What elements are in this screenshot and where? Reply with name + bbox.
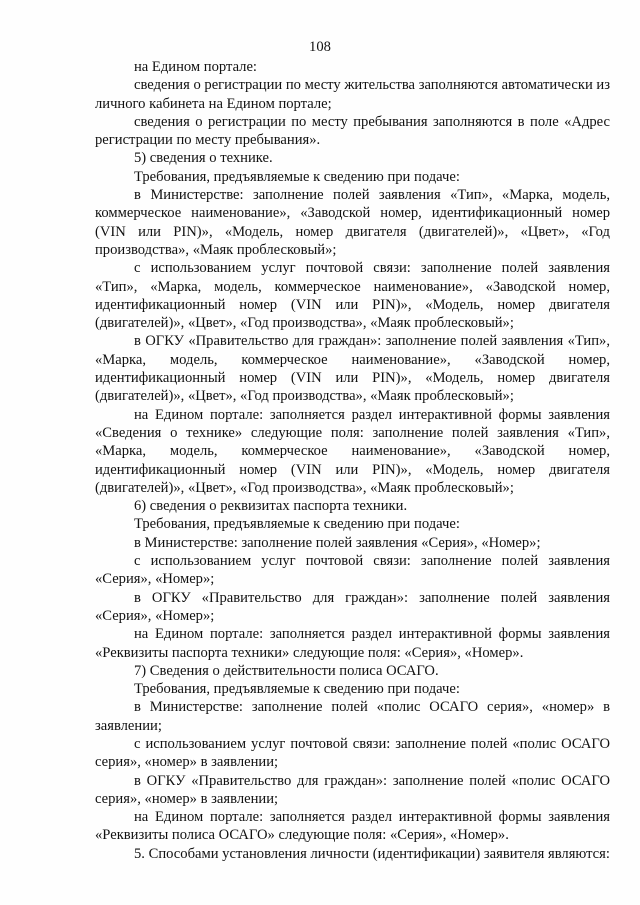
paragraph: с использованием услуг почтовой связи: заполнение полей «полис ОСАГО серия», «номер» в заявлении; — [95, 735, 610, 771]
paragraph: в Министерстве: заполнение полей заявления «Серия», «Номер»; — [134, 534, 541, 551]
section-heading: 6) сведения о реквизитах паспорта техники. — [134, 498, 408, 515]
paragraph: сведения о регистрации по месту жительства заполняются автоматически из личного кабинета на Едином портале; — [95, 77, 610, 112]
paragraph: на Едином портале: заполняется раздел интерактивной формы заявления «Реквизиты полиса ОСАГО» следующие поля: «Серия», «Номер». — [95, 809, 610, 844]
section-heading: 5. Способами установления личности (идентификации) заявителя являются: — [134, 845, 610, 862]
paragraph: Требования, предъявляемые к сведению при подаче: — [134, 516, 460, 533]
page-number: 108 — [309, 39, 331, 55]
paragraph: в ОГКУ «Правительство для граждан»: заполнение полей «полис ОСАГО серия», «номер» в заявлении; — [95, 772, 610, 807]
paragraph: в ОГКУ «Правительство для граждан»: заполнение полей заявления «Тип», «Марка, модель, коммерческое наименование», «Заводской номер, идентификационный номер (VIN или PIN)», «Модель, номер двигателя (двигателей)», «Цвет», «Год производства», «Маяк проблесковый»; — [95, 333, 610, 405]
paragraph: сведения о регистрации по месту пребывания заполняются в поле «Адрес регистрации по месту пребывания». — [95, 113, 610, 149]
paragraph: с использованием услуг почтовой связи: заполнение полей заявления «Тип», «Марка, модель, коммерческое наименование», «Заводской номер, идентификационный номер (VIN или PIN)», «Модель, номер двигателя (двигателей)», «Цвет», «Год производства», «Маяк проблесковый»; — [95, 260, 610, 332]
paragraph: Требования, предъявляемые к сведению при подаче: — [134, 681, 460, 698]
paragraph: в ОГКУ «Правительство для граждан»: заполнение полей заявления «Серия», «Номер»; — [95, 589, 610, 624]
paragraph: в Министерстве: заполнение полей заявления «Тип», «Марка, модель, коммерческое наименование», «Заводской номер, идентификационный номер (VIN или PIN)», «Модель, номер двигателя (двигателей)», «Цвет», «Год производства», «Маяк проблесковый»; — [95, 187, 610, 258]
paragraph: Требования, предъявляемые к сведению при подаче: — [134, 168, 460, 185]
paragraph: на Едином портале: заполняется раздел интерактивной формы заявления «Реквизиты паспорта техники» следующие поля: «Серия», «Номер». — [95, 626, 610, 661]
paragraph: в Министерстве: заполнение полей «полис ОСАГО серия», «номер» в заявлении; — [95, 699, 610, 734]
section-heading: 7) Сведения о действительности полиса ОСАГО. — [134, 662, 439, 679]
paragraph: на Едином портале: заполняется раздел интерактивной формы заявления «Сведения о технике» следующие поля: заполнение полей заявления «Тип», «Марка, модель, коммерческое наименование», «Заводской номер, идентификационный номер (VIN или PIN)», «Модель, номер двигателя (двигателей)», «Цвет», «Год производства», «Маяк проблесковый»; — [95, 406, 610, 496]
paragraph: с использованием услуг почтовой связи: заполнение полей заявления «Серия», «Номер»; — [95, 553, 610, 588]
section-heading: 5) сведения о технике. — [134, 150, 273, 167]
document-body — [95, 58, 610, 863]
paragraph: на Едином портале: — [134, 59, 257, 75]
